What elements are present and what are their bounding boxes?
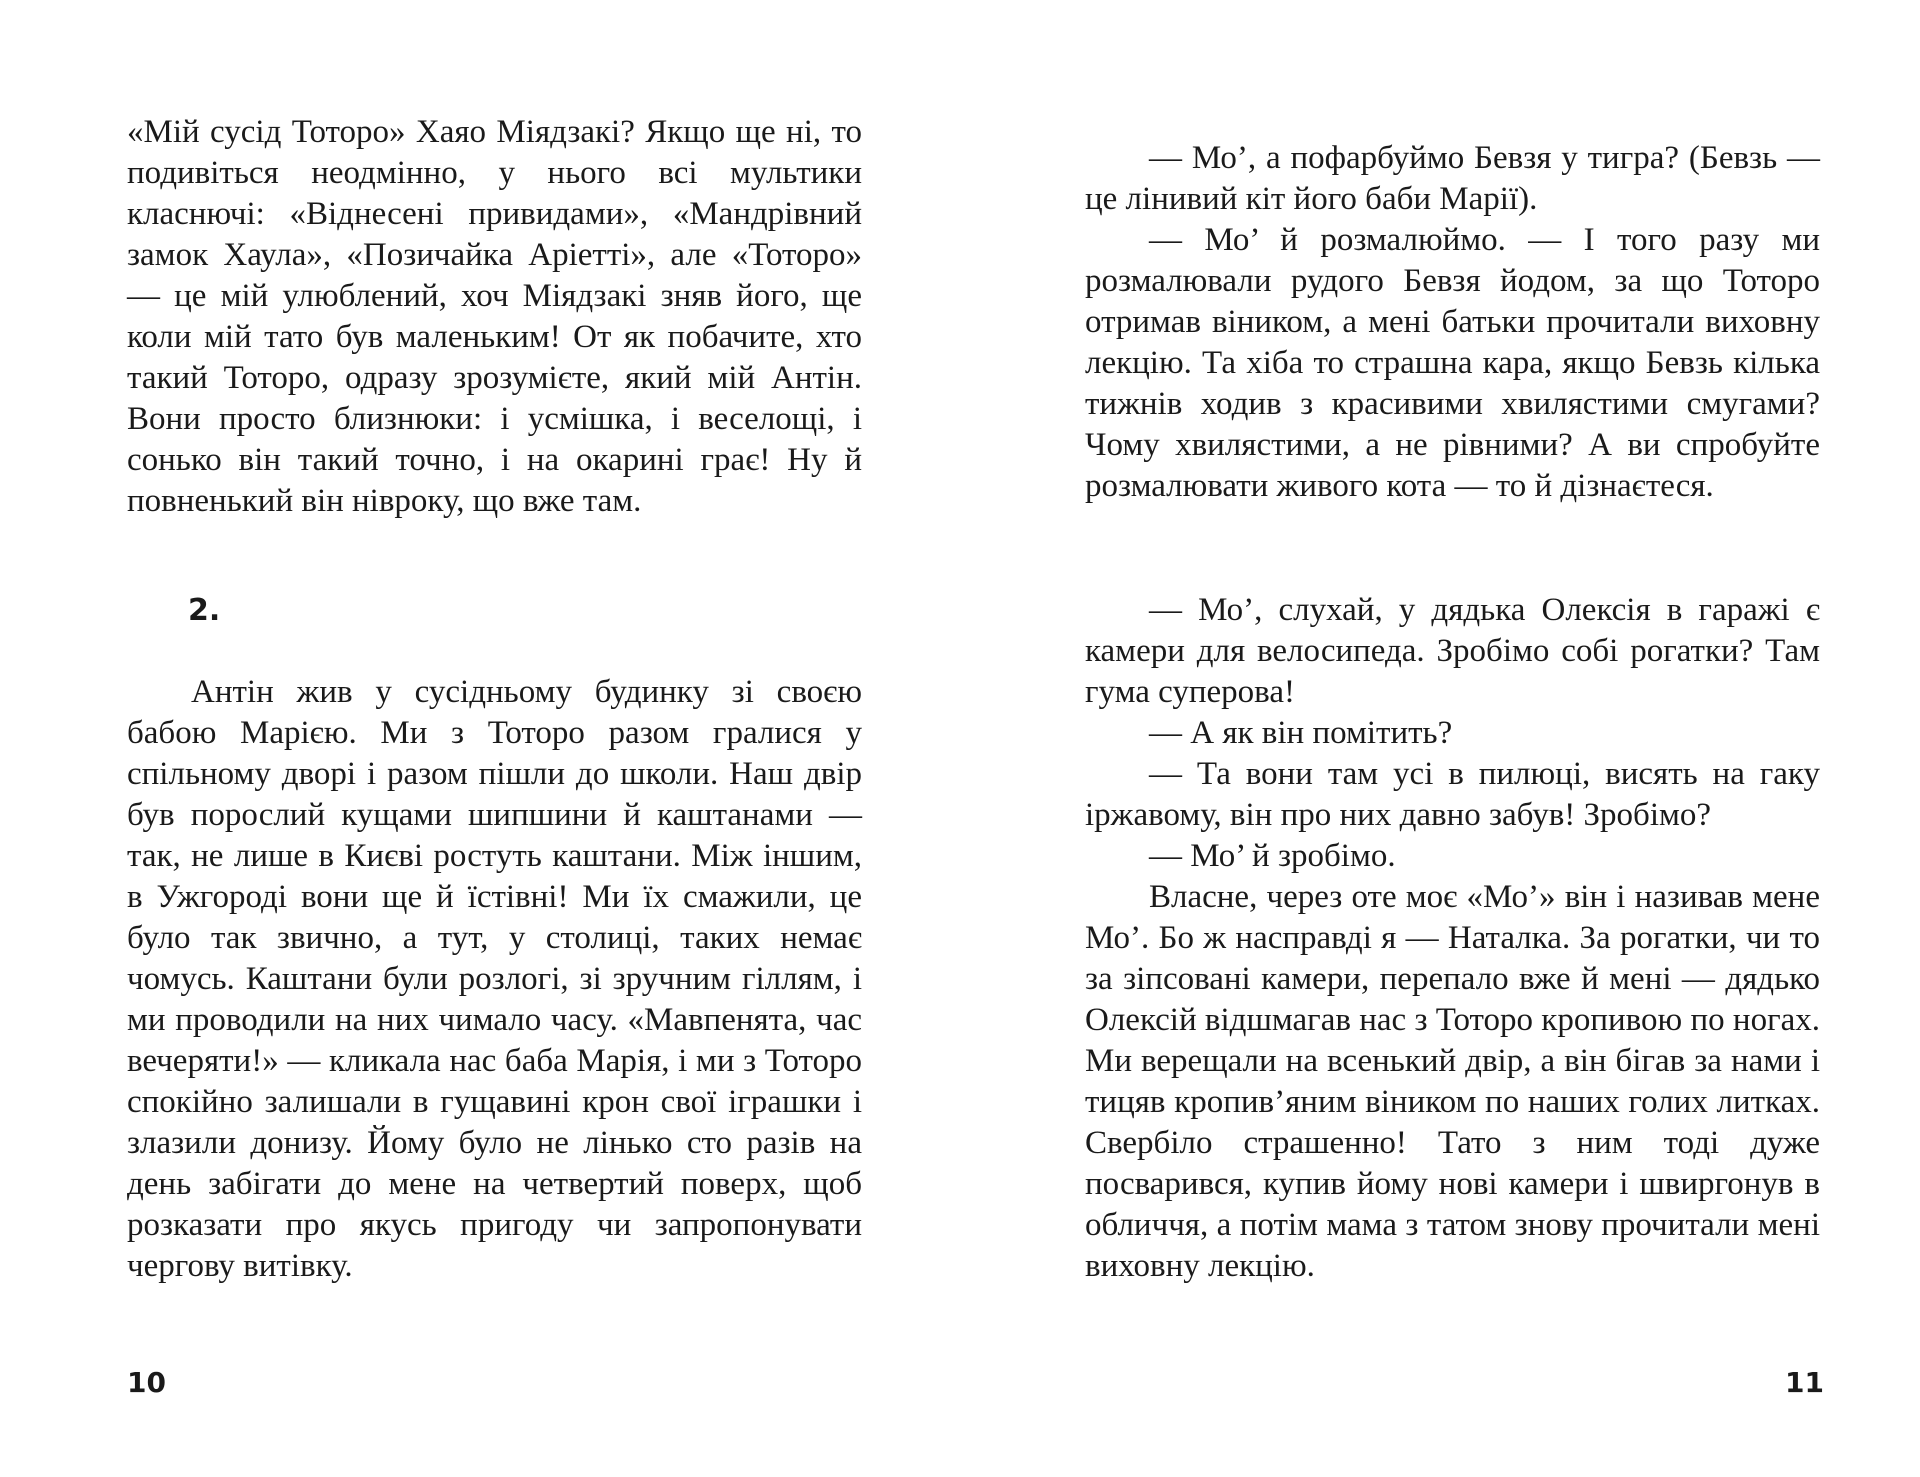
paragraph: Власне, через оте моє «Мо’» він і називав мене Мо’. Бо ж насправді я — Наталка. За рогатки, чи то за зіпсовані камери, перепало вже й мені — дядько Олексій відшмагав нас з Тоторо кропивою по ногах. Ми верещали на всенький двір, а він бігав за нами і тицяв кропив’яним віником по наших голих литках. Свербіло страшенно! Тато з ним тоді дуже посварився, купив йому нові камери і швиргонув в обличчя, а потім мама з татом знову прочитали мені виховну лекцію.: [1085, 879, 1820, 1284]
dialogue-line: — Мо’, слухай, у дядька Олексія в гаражі є камери для велосипеда. Зробімо собі рогатки? Там гума суперова!: [1085, 592, 1820, 710]
right-text-top: [1085, 138, 1820, 507]
dialogue-line: — Мо’ й зробімо.: [1149, 838, 1396, 874]
dialogue-line: — Та вони там усі в пилюці, висять на гаку іржавому, він про них давно забув! Зробімо?: [1085, 756, 1820, 833]
left-text-bottom: [127, 672, 862, 1287]
page-number-left: 10: [127, 1366, 166, 1399]
chapter-number: 2.: [188, 593, 221, 628]
dialogue-line: — А як він помітить?: [1149, 715, 1453, 751]
right-page: [960, 0, 1920, 1477]
paragraph: «Мій сусід Тоторо» Хаяо Міядзакі? Якщо ще ні, то подивіться неодмінно, у нього всі мультики класнючі: «Віднесені привидами», «Мандрівний замок Хаула», «Позичайка Аріетті», але «Тоторо» — це мій улюблений, хоч Міядзакі зняв його, ще коли мій тато був маленьким! От як побачите, хто такий Тоторо, одразу зрозумієте, який мій Антін. Вони просто близнюки: і усмішка, і веселощі, і сонько він такий точно, і на окарині грає! Ну й повненький він нівроку, що вже там.: [127, 114, 862, 519]
left-text-top: [127, 112, 862, 522]
right-text-bottom: [1085, 590, 1820, 1287]
dialogue-line: — Мо’, а пофарбуймо Бевзя у тигра? (Бевзь — це лінивий кіт його баби Марії).: [1085, 140, 1820, 217]
paragraph: Антін жив у сусідньому будинку зі своєю бабою Марією. Ми з Тоторо разом гралися у спільному дворі і разом пішли до школи. Наш двір був порослий кущами шипшини й каштанами — так, не лише в Києві ростуть каштани. Між іншим, в Ужгороді вони ще й їстівні! Ми їх смажили, це було так звично, а тут, у столиці, таких немає чомусь. Каштани були розлогі, зі зручним гіллям, і ми проводили на них чимало часу. «Мавпенята, час вечеряти!» — кликала нас баба Марія, і ми з Тоторо спокійно залишали в гущавині крон свої іграшки і злазили донизу. Йому було не лінько сто разів на день забігати до мене на четвертий поверх, щоб розказати про якусь пригоду чи запропонувати чергову витівку.: [127, 674, 862, 1284]
dialogue-line: — Мо’ й розмалюймо. — І того разу ми розмалювали рудого Бевзя йодом, за що Тоторо отримав віником, а мені батьки прочитали виховну лекцію. Та хіба то страшна кара, якщо Бевзь кілька тижнів ходив з красивими хвилястими смугами? Чому хвилястими, а не рівними? А ви спробуйте розмалювати живого кота — то й дізнаєтеся.: [1085, 222, 1820, 504]
page-number-right: 11: [1785, 1366, 1824, 1399]
